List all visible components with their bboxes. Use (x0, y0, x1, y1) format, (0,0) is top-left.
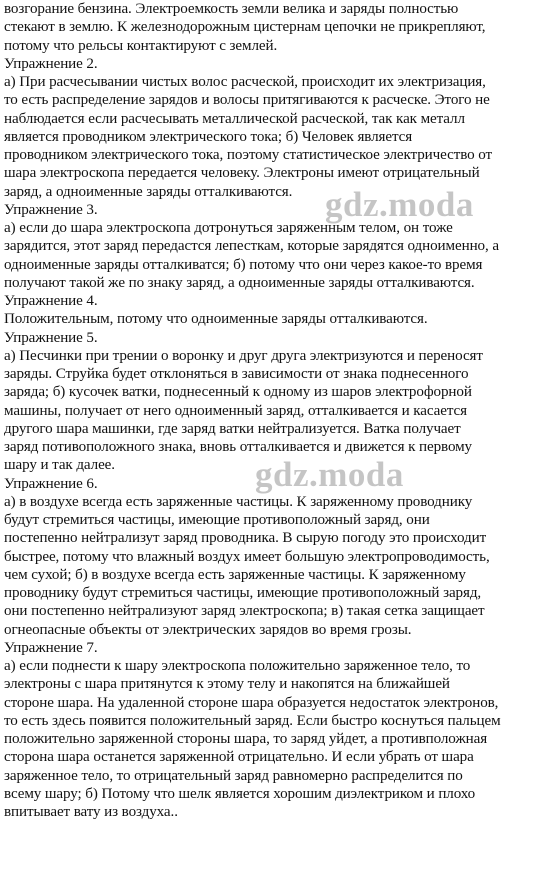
document-text (4, 0, 550, 821)
text-line: они постепенно нейтрализуют заряд электроскопа; в) такая сетка защищает (4, 603, 485, 620)
exercise-heading: Упражнение 5. (4, 329, 98, 346)
text-line: заряд потивоположного знака, вновь отталкивается и движется к первому (4, 439, 473, 455)
text-line: потому что рельсы контактируют с землей. (4, 37, 278, 54)
text-line: заряженное тело, то отрицательный заряд равномерно распределится по (4, 767, 463, 784)
text-line: электроны с шара притянутся к этому телу и накопятся на ближайшей (4, 676, 450, 693)
text-line: заряд, а одноименные заряды отталкиваются. (4, 183, 293, 200)
text-line: зарядится, этот заряд передастся лепесткам, которые зарядятся одноименно, а (4, 238, 499, 255)
text-line: заряда; б) кусочек ватки, поднесенный к одному из шаров электрофорной (4, 384, 472, 401)
text-line: машины, получает от него одноименный заряд, отталкивается и касается (4, 402, 467, 419)
exercise-heading: Упражнение 7. (4, 639, 98, 656)
text-line: чем сухой; б) в воздухе всегда есть заряженные частицы. К заряженному (4, 566, 466, 583)
text-line: а) если до шара электроскопа дотронуться заряженным телом, он тоже (4, 220, 453, 236)
text-line: всему шару; б) Потому что шелк является хорошим диэлектриком и плохо (4, 785, 476, 802)
watermark-logo: gdz.moda (255, 455, 404, 494)
text-line: стороне шара. На удаленной стороне шара образуется недостаток электронов, (4, 694, 499, 711)
text-line: а) если поднести к шару электроскопа положительно заряженное тело, то (4, 658, 471, 674)
text-line: проводником электрического тока, поэтому статистическое электричество от (4, 147, 492, 163)
text-line: шара электроскопа передается человеку. Электроны имеют отрицательный (4, 165, 480, 182)
exercise-heading: Упражнение 3. (4, 201, 98, 218)
text-line: Положительным, потому что одноименные заряды отталкиваются. (4, 311, 428, 328)
text-line: получают такой же по знаку заряд, а одноименные заряды отталкиваются. (4, 274, 475, 291)
exercise-heading: Упражнение 4. (4, 293, 98, 309)
text-line: наблюдается если расчесывать металлической расческой, так как металл (4, 110, 465, 127)
text-line: положительно заряженной стороны шара, то заряд уйдет, а противположная (4, 731, 488, 747)
text-line: будут стремиться частицы, имеющие противоположный заряд, они (4, 512, 430, 528)
text-line: проводнику будут стремиться частицы, имеющие противоположный заряд, (4, 585, 482, 601)
exercise-heading: Упражнение 2. (4, 55, 98, 72)
text-line: то есть здесь появится положительный заряд. Если быстро коснуться пальцем (4, 712, 501, 729)
text-line: возгорание бензина. Электроемкость земли велика и заряды полностью (4, 1, 459, 17)
text-line: является проводником электрического тока; б) Человек является (4, 128, 413, 145)
text-line: постепенно нейтрализут заряд проводника. В сырую погоду это происходит (4, 530, 487, 547)
text-line: то есть распределение зарядов и волосы притягиваются к расческе. Этого не (4, 92, 490, 109)
exercise-heading: Упражнение 6. (4, 475, 98, 492)
text-line: огнеопасные объекты от электрических зарядов во время грозы. (4, 621, 412, 638)
text-line: стекают в землю. К железнодорожным цистернам цепочки не прикрепляют, (4, 19, 486, 36)
text-line: одноименные заряды отталкиватся; б) потому что они через какое-то время (4, 256, 483, 273)
text-line: быстрее, потому что влажный воздух имеет большую электропроводимость, (4, 548, 490, 565)
text-line: а) в воздухе всегда есть заряженные частицы. К заряженному проводнику (4, 493, 473, 510)
text-line: а) Песчинки при трении о воронку и друг друга электризуются и переносят (4, 347, 483, 364)
text-line: заряды. Струйка будет отклоняться в зависимости от знака поднесенного (4, 366, 469, 382)
text-line: а) При расчесывании чистых волос расческой, происходит их электризация, (4, 74, 486, 90)
text-line: сторона шара останется заряженной отрицательно. И если убрать от шара (4, 749, 474, 766)
text-line: шару и так далее. (4, 457, 115, 474)
text-line: впитывает вату из воздуха.. (4, 804, 178, 820)
watermark-logo: gdz.moda (325, 185, 474, 224)
text-line: другого шара машинки, где заряд ватки нейтрализуется. Ватка получает (4, 420, 461, 437)
